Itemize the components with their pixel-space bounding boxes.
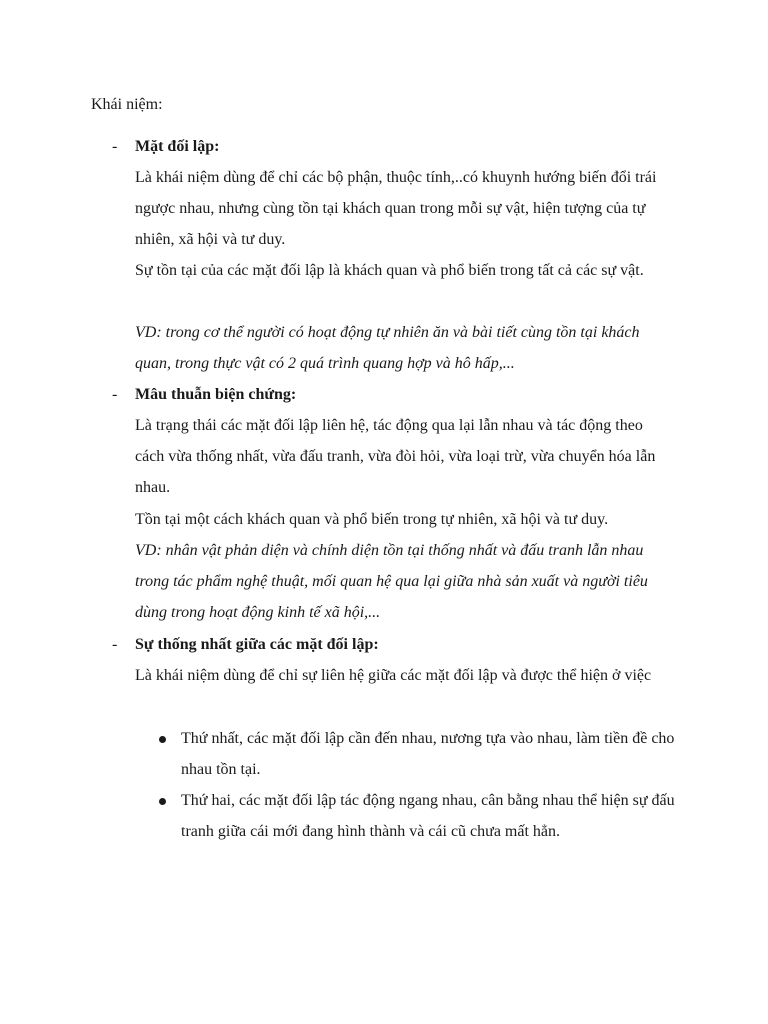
section-3-title: Sự thống nhất giữa các mặt đối lập: bbox=[135, 636, 379, 653]
section-3-dash: - bbox=[112, 636, 118, 653]
bullet-item-1: Thứ nhất, các mặt đối lập cần đến nhau, nương tựa vào nhau, làm tiền đề cho nhau tồn tại. bbox=[181, 730, 675, 778]
section-2-title: Mâu thuẫn biện chứng: bbox=[135, 386, 297, 403]
section-1-title: Mặt đối lập: bbox=[135, 138, 220, 155]
bullet-dot-icon bbox=[159, 798, 166, 805]
section-2-definition: Là trạng thái các mặt đối lập liên hệ, tác động qua lại lẫn nhau và tác động theo cách vừa thống nhất, vừa đấu tranh, vừa đòi hỏi, vừa loại trừ, vừa chuyển hóa lẫn nhau. bbox=[135, 417, 656, 496]
concept-heading: Khái niệm: bbox=[91, 96, 163, 113]
section-1-dash: - bbox=[112, 138, 118, 155]
section-1-existence: Sự tồn tại của các mặt đối lập là khách quan và phổ biến trong tất cả các sự vật. bbox=[135, 262, 644, 279]
section-1-example: VD: trong cơ thể người có hoạt động tự nhiên ăn và bài tiết cùng tồn tại khách quan, trong thực vật có 2 quá trình quang hợp và hô hấp,... bbox=[135, 324, 640, 372]
section-2-existence: Tồn tại một cách khách quan và phổ biến trong tự nhiên, xã hội và tư duy. bbox=[135, 511, 609, 528]
section-2-example: VD: nhân vật phản diện và chính diện tồn tại thống nhất và đấu tranh lẫn nhau trong tác phẩm nghệ thuật, mối quan hệ qua lại giữa nhà sản xuất và người tiêu dùng trong hoạt động kinh tế xã hội,... bbox=[135, 542, 648, 621]
section-1-definition: Là khái niệm dùng để chỉ các bộ phận, thuộc tính,..có khuynh hướng biến đổi trái ngược nhau, nhưng cùng tồn tại khách quan trong mỗi sự vật, hiện tượng của tự nhiên, xã hội và tư duy. bbox=[135, 169, 657, 248]
section-2-dash: - bbox=[112, 386, 118, 403]
bullet-dot-icon bbox=[159, 736, 166, 743]
section-3-definition: Là khái niệm dùng để chỉ sự liên hệ giữa các mặt đối lập và được thể hiện ở việc bbox=[135, 667, 652, 684]
bullet-item-2: Thứ hai, các mặt đối lập tác động ngang nhau, cân bằng nhau thể hiện sự đấu tranh giữa cái mới đang hình thành và cái cũ chưa mất hẳn. bbox=[181, 792, 675, 840]
